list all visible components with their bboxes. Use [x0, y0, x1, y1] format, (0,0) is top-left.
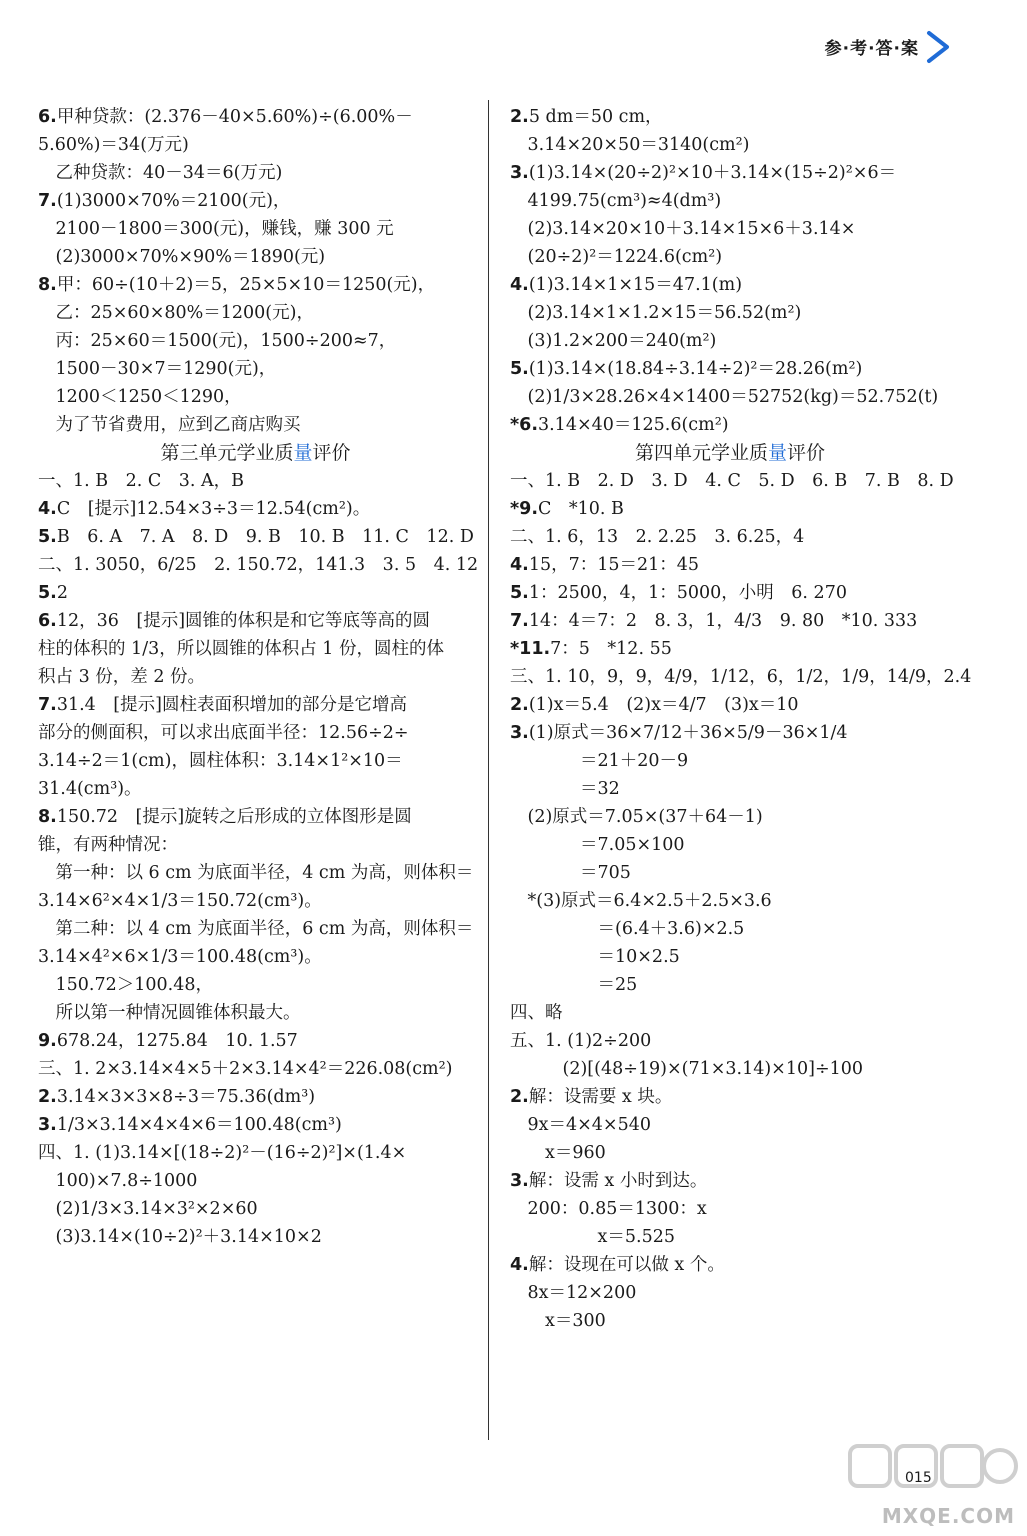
answer-text: 9x＝4×4×540: [510, 1115, 651, 1135]
section-title: 第三单元学业质量评价: [160, 442, 351, 464]
answer-line: [510, 495, 950, 523]
answer-line: [510, 747, 950, 775]
answer-text: ＝705: [510, 863, 631, 883]
answer-line: [510, 1251, 950, 1279]
question-number: 5.: [38, 583, 57, 603]
answer-line: [510, 915, 950, 943]
question-number: 5.: [510, 583, 529, 603]
chevron-right-icon: [921, 30, 955, 64]
answer-text: x＝300: [510, 1311, 606, 1331]
answer-text: 二、1. 3050，6/25 2. 150.72，141.3 3. 5 4. 12: [38, 555, 479, 575]
answer-text: x＝960: [510, 1143, 606, 1163]
answer-text: 一、1. B 2. D 3. D 4. C 5. D 6. B 7. B 8. D: [510, 471, 954, 491]
answer-line: [38, 747, 473, 775]
answer-line: [38, 327, 473, 355]
question-number: 7.: [38, 191, 57, 211]
answer-text: 1500－30×7＝1290(元)，: [38, 359, 277, 379]
answer-line: [38, 915, 473, 943]
answer-text: 为了节省费用，应到乙商店购买: [38, 415, 301, 435]
question-number: *6.: [510, 415, 538, 435]
answer-line: [38, 551, 479, 579]
answer-text: 150.72 [提示]旋转之后形成的立体图形是圆: [56, 807, 412, 827]
answer-line: [510, 383, 950, 411]
answer-line: [510, 411, 950, 439]
question-number: *9.: [510, 499, 538, 519]
answer-text: 5 dm＝50 cm，: [528, 107, 663, 127]
answer-line: [38, 1083, 473, 1111]
answer-line: [510, 1083, 950, 1111]
answer-line: [38, 1055, 473, 1083]
question-number: 6.: [38, 611, 57, 631]
answer-text: 14：4＝7：2 8. 3，1，4/3 9. 80 *10. 333: [528, 611, 918, 631]
answer-text: 甲种贷款：(2.376－40×5.60%)÷(6.00%－: [56, 107, 413, 127]
answer-text: (3)3.14×(10÷2)²＋3.14×10×2: [38, 1227, 322, 1247]
answer-line: [510, 1195, 950, 1223]
answer-text: 部分的侧面积，可以求出底面半径：12.56÷2÷: [38, 723, 409, 743]
answer-text: 2: [56, 583, 68, 603]
answer-line: [38, 1027, 473, 1055]
answer-line: [510, 831, 950, 859]
answer-line: [510, 943, 950, 971]
answer-line: [38, 103, 473, 131]
answer-text: 乙：25×60×80%＝1200(元)，: [38, 303, 314, 323]
question-number: 5.: [38, 527, 57, 547]
answer-text: (2)原式＝7.05×(37＋64－1): [510, 807, 763, 827]
answer-line: [38, 691, 473, 719]
answer-text: (2)[(48÷19)×(71×3.14)×10]÷100: [510, 1059, 864, 1079]
answer-line: [510, 579, 950, 607]
question-number: *11.: [510, 639, 551, 659]
answer-text: 5.60%)＝34(万元): [38, 135, 189, 155]
answer-text: 乙种贷款：40－34＝6(万元): [38, 163, 283, 183]
answer-text: 100)×7.8÷1000: [38, 1171, 198, 1191]
answer-text: *(3)原式＝6.4×2.5＋2.5×3.6: [510, 891, 772, 911]
answer-column-right: [510, 103, 972, 1335]
question-number: 2.: [510, 695, 529, 715]
answer-text: (1)3.14×1×15＝47.1(m): [528, 275, 743, 295]
answer-line: [38, 383, 473, 411]
answer-text: 31.4(cm³)。: [38, 779, 142, 799]
answer-text: 1：2500，4，1：5000，小明 6. 270: [528, 583, 847, 603]
answer-line: [510, 327, 950, 355]
answer-text: 所以第一种情况圆锥体积最大。: [38, 1003, 301, 1023]
answer-text: 二、1. 6，13 2. 2.25 3. 6.25，4: [510, 527, 805, 547]
answer-line: [38, 607, 473, 635]
answer-line: [38, 831, 473, 859]
answer-text: 7：5 *12. 55: [550, 639, 672, 659]
answer-text: (1)原式＝36×7/12＋36×5/9－36×1/4: [528, 723, 848, 743]
answer-text: 3.14×3×3×8÷3＝75.36(dm³): [56, 1087, 316, 1107]
answer-text: 3.14×40＝125.6(cm²): [537, 415, 729, 435]
answer-line: [38, 1167, 473, 1195]
answer-line: [510, 971, 950, 999]
answer-text: (2)1/3×28.26×4×1400＝52752(kg)＝52.752(t): [510, 387, 939, 407]
answer-text: 8x＝12×200: [510, 1283, 637, 1303]
answer-line: [38, 467, 473, 495]
answer-line: [38, 943, 473, 971]
answer-line: [510, 1027, 950, 1055]
answer-text: 积占 3 份，差 2 份。: [38, 667, 206, 687]
answer-line: [38, 1223, 473, 1251]
answer-text: 锥，有两种情况：: [38, 835, 178, 855]
question-number: 4.: [510, 275, 529, 295]
answer-line: [510, 719, 950, 747]
answer-text: 150.72＞100.48，: [38, 975, 213, 995]
answer-line: [38, 803, 473, 831]
answer-text: ＝10×2.5: [510, 947, 680, 967]
answer-line: [38, 355, 473, 383]
answer-line: [38, 663, 473, 691]
answer-text: (3)1.2×200＝240(m²): [510, 331, 717, 351]
answer-line: [510, 775, 950, 803]
answer-line: [510, 187, 950, 215]
answer-line: [38, 1111, 473, 1139]
answer-text: C *10. B: [537, 499, 624, 519]
answer-line: [510, 467, 954, 495]
question-number: 2.: [510, 107, 529, 127]
answer-text: (2)3.14×1×1.2×15＝56.52(m²): [510, 303, 802, 323]
answer-line: [510, 1167, 950, 1195]
answer-text: 3.14×20×50＝3140(cm²): [510, 135, 750, 155]
answer-line: [38, 495, 473, 523]
question-number: 3.: [510, 723, 529, 743]
answer-line: [510, 215, 950, 243]
answer-text: 31.4 [提示]圆柱表面积增加的部分是它增高: [56, 695, 407, 715]
answer-text: (2)3.14×20×10＋3.14×15×6＋3.14×: [510, 219, 856, 239]
answer-line: [510, 1307, 950, 1335]
answer-line: [38, 1195, 473, 1223]
answer-text: (20÷2)²＝1224.6(cm²): [510, 247, 723, 267]
answer-line: [510, 299, 950, 327]
answer-text: 678.24，1275.84 10. 1.57: [56, 1031, 298, 1051]
answer-text: (1)3.14×(18.84÷3.14÷2)²＝28.26(m²): [528, 359, 863, 379]
answer-line: [510, 1279, 950, 1307]
page-header-label: 参·考·答·案: [824, 39, 919, 59]
answer-line: [510, 1223, 950, 1251]
answer-line: [38, 887, 473, 915]
answer-text: 3.14×4²×6×1/3＝100.48(cm³)。: [38, 947, 322, 967]
watermark-text: MXQE.COM: [881, 1504, 1015, 1528]
answer-text: B 6. A 7. A 8. D 9. B 10. B 11. C 12. D: [56, 527, 474, 547]
question-number: 8.: [38, 275, 57, 295]
column-divider: [488, 100, 489, 1440]
answer-line: [510, 243, 950, 271]
answer-line: [38, 187, 473, 215]
answer-line: [38, 411, 473, 439]
page-number: 015: [905, 1470, 932, 1486]
answer-line: [510, 131, 950, 159]
answer-line: [510, 635, 950, 663]
answer-text: 甲：60÷(10＋2)＝5，25×5×10＝1250(元)，: [56, 275, 436, 295]
answer-text: 解：设需 x 小时到达。: [528, 1171, 708, 1191]
answer-text: C [提示]12.54×3÷3＝12.54(cm²)。: [56, 499, 371, 519]
answer-line: [38, 299, 473, 327]
question-number: 8.: [38, 807, 57, 827]
answer-text: 3.14×6²×4×1/3＝150.72(cm³)。: [38, 891, 322, 911]
answer-column-left: [38, 103, 479, 1251]
answer-line: [510, 551, 950, 579]
answer-line: [510, 691, 950, 719]
question-number: 5.: [510, 359, 529, 379]
answer-text: 三、1. 10，9，9，4/9，1/12，6，1/2，1/9，14/9，2.4: [510, 667, 972, 687]
answer-text: 解：设现在可以做 x 个。: [528, 1255, 725, 1275]
question-number: 6.: [38, 107, 57, 127]
answer-text: (2)1/3×3.14×3²×2×60: [38, 1199, 258, 1219]
question-number: 7.: [38, 695, 57, 715]
answer-line: [510, 859, 950, 887]
answer-text: 柱的体积的 1/3，所以圆锥的体积占 1 份，圆柱的体: [38, 639, 444, 659]
answer-text: 第一种：以 6 cm 为底面半径，4 cm 为高，则体积＝: [38, 863, 474, 883]
answer-text: ＝25: [510, 975, 638, 995]
answer-line: [510, 607, 950, 635]
answer-text: 一、1. B 2. C 3. A，B: [38, 471, 245, 491]
answer-line: [38, 999, 473, 1027]
question-number: 4.: [510, 1255, 529, 1275]
answer-line: [38, 719, 473, 747]
answer-line: [38, 215, 473, 243]
answer-text: 解：设需要 x 块。: [528, 1087, 673, 1107]
answer-text: x＝5.525: [510, 1227, 675, 1247]
answer-line: [510, 271, 950, 299]
answer-text: 1200＜1250＜1290，: [38, 387, 242, 407]
answer-line: [38, 775, 473, 803]
question-number: 3.: [38, 1115, 57, 1135]
answer-text: (1)3000×70%＝2100(元)，: [56, 191, 291, 211]
answer-line: [510, 355, 950, 383]
answer-text: 丙：25×60＝1500(元)，1500÷200≈7，: [38, 331, 397, 351]
answer-line: [510, 103, 950, 131]
answer-text: ＝(6.4＋3.6)×2.5: [510, 919, 745, 939]
answer-line: [510, 999, 950, 1027]
question-number: 7.: [510, 611, 529, 631]
answer-text: 四、1. (1)3.14×[(18÷2)²－(16÷2)²]×(1.4×: [38, 1143, 407, 1163]
answer-text: 三、1. 2×3.14×4×5＋2×3.14×4²＝226.08(cm²): [38, 1059, 453, 1079]
answer-text: 四、略: [510, 1003, 563, 1023]
answer-line: [38, 635, 473, 663]
answer-text: (1)3.14×(20÷2)²×10＋3.14×(15÷2)²×6＝: [528, 163, 897, 183]
answer-text: 4199.75(cm³)≈4(dm³): [510, 191, 722, 211]
answer-line: [510, 1139, 950, 1167]
answer-line: [510, 887, 950, 915]
question-number: 3.: [510, 1171, 529, 1191]
answer-line: [38, 971, 473, 999]
question-number: 2.: [510, 1087, 529, 1107]
answer-text: 15，7：15＝21：45: [528, 555, 700, 575]
answer-text: ＝21＋20－9: [510, 751, 689, 771]
answer-text: ＝7.05×100: [510, 835, 685, 855]
question-number: 4.: [510, 555, 529, 575]
answer-text: 3.14÷2＝1(cm)，圆柱体积：3.14×1²×10＝: [38, 751, 403, 771]
answer-line: [38, 1139, 473, 1167]
answer-line: [38, 131, 473, 159]
answer-line: [510, 803, 950, 831]
question-number: 3.: [510, 163, 529, 183]
answer-line: [510, 663, 972, 691]
answer-line: [38, 271, 473, 299]
answer-line: [38, 243, 473, 271]
answer-line: [510, 523, 950, 551]
answer-text: 五、1. (1)2÷200: [510, 1031, 652, 1051]
answer-text: 2100－1800＝300(元)，赚钱，赚 300 元: [38, 219, 394, 239]
answer-line: [38, 523, 473, 551]
answer-text: 200：0.85＝1300：x: [510, 1199, 707, 1219]
answer-text: 1/3×3.14×4×4×6＝100.48(cm³): [56, 1115, 342, 1135]
answer-text: 12，36 [提示]圆锥的体积是和它等底等高的圆: [56, 611, 431, 631]
answer-line: [38, 579, 473, 607]
answer-line: [38, 859, 473, 887]
question-number: 4.: [38, 499, 57, 519]
answer-line: [510, 159, 950, 187]
answer-text: 第二种：以 4 cm 为底面半径，6 cm 为高，则体积＝: [38, 919, 474, 939]
answer-line: [510, 1055, 950, 1083]
answer-text: ＝32: [510, 779, 620, 799]
answer-line: [510, 1111, 950, 1139]
answer-text: (2)3000×70%×90%＝1890(元): [38, 247, 326, 267]
question-number: 2.: [38, 1087, 57, 1107]
answer-line: [38, 159, 473, 187]
answer-text: (1)x＝5.4 (2)x＝4/7 (3)x＝10: [528, 695, 799, 715]
question-number: 9.: [38, 1031, 57, 1051]
section-title: 第四单元学业质量评价: [634, 442, 826, 464]
